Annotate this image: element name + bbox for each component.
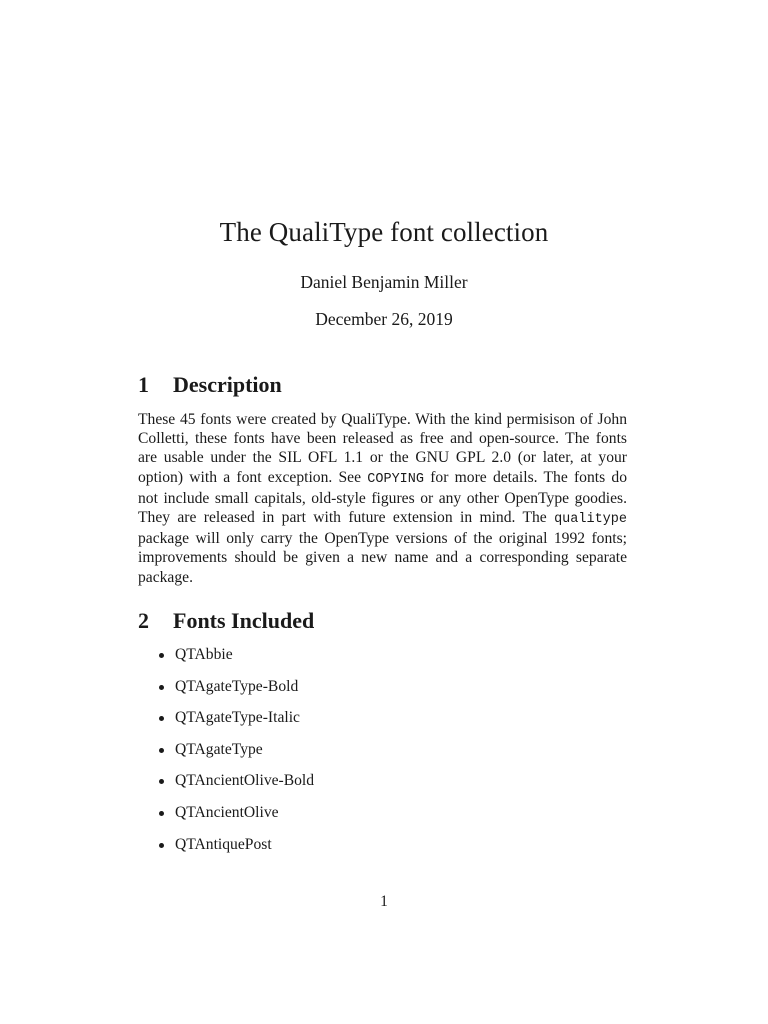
bullet-icon	[159, 811, 164, 816]
font-name: QTAgateType	[175, 740, 263, 758]
bullet-icon	[159, 843, 164, 848]
list-item	[158, 740, 314, 772]
paragraph-line: are usable under the SIL OFL 1.1 or the GNU GPL 2.0 (or later, at your	[138, 449, 627, 467]
document-title: The QualiType font collection	[219, 217, 549, 247]
font-name: QTAgateType-Bold	[175, 677, 299, 695]
list-item	[158, 803, 314, 835]
paragraph-line: They are released in part with future extension in mind. The qualitype	[138, 509, 627, 528]
section-heading-fonts-included	[138, 606, 314, 636]
section-title: Description	[173, 372, 282, 397]
page-number: 1	[380, 893, 388, 910]
inline-code: COPYING	[367, 471, 424, 487]
section-number: 1	[138, 372, 149, 397]
paragraph-line: option) with a font exception. See COPYING for more details. The fonts do	[138, 468, 627, 487]
section-heading-description	[138, 370, 282, 400]
section-title: Fonts Included	[173, 608, 315, 633]
bullet-icon	[159, 748, 164, 753]
font-name: QTAncientOlive	[175, 803, 279, 821]
font-name: QTAbbie	[175, 646, 233, 663]
fonts-list	[158, 645, 314, 866]
section-number: 2	[138, 608, 149, 633]
font-name: QTAntiquePost	[175, 835, 272, 853]
paragraph-line: not include small capitals, old-style figures or any other OpenType goodies.	[138, 489, 627, 507]
paragraph-line: These 45 fonts were created by QualiType. With the kind permisison of John	[138, 411, 627, 428]
paragraph-line: improvements should be given a new name and a corresponding separate	[138, 549, 627, 567]
document-date: December 26, 2019	[315, 309, 453, 329]
bullet-icon	[159, 685, 164, 690]
font-name: QTAncientOlive-Bold	[175, 772, 315, 790]
bullet-icon	[159, 653, 164, 658]
list-item	[158, 835, 314, 867]
list-item	[158, 677, 314, 709]
bullet-icon	[159, 779, 164, 784]
paragraph-line: package.	[138, 568, 193, 586]
list-item	[158, 771, 314, 803]
inline-code: qualitype	[554, 512, 627, 528]
description-paragraph	[138, 410, 627, 587]
document-author: Daniel Benjamin Miller	[300, 272, 468, 292]
paragraph-line: package will only carry the OpenType versions of the original 1992 fonts;	[138, 530, 627, 548]
bullet-icon	[159, 716, 164, 721]
paragraph-line: Colletti, these fonts have been released as free and open-source. The fonts	[138, 430, 627, 448]
list-item	[158, 645, 314, 677]
list-item	[158, 708, 314, 740]
font-name: QTAgateType-Italic	[175, 709, 300, 727]
